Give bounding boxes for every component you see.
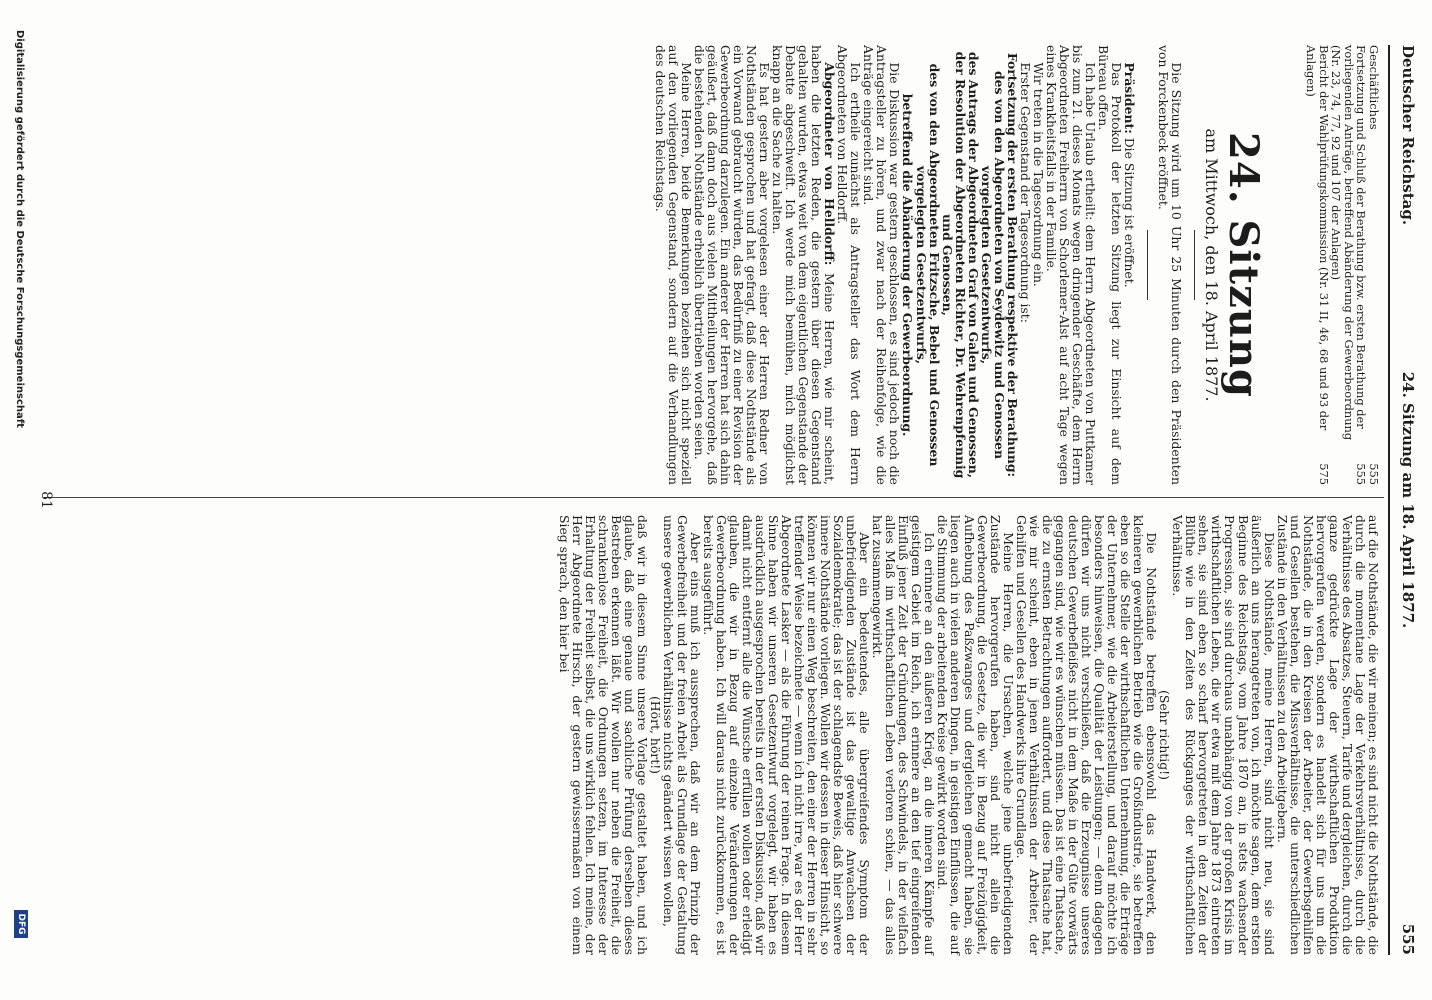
- contents-item: Bericht der Wahlprüfungskommission (Nr. 31 II, 46, 68 und 93 der Anlagen): [1304, 45, 1331, 431]
- session-date: am Mittwoch, den 18. April 1877.: [1202, 128, 1222, 402]
- running-head-center: 24. Sitzung am 18. April 1877.: [1399, 371, 1417, 629]
- contents-table: [1304, 45, 1380, 485]
- speech-text: Es hat gestern aber vorgelesen einer der Herren Redner von Nothständen gesprochen und hat gefragt, daß diese Nothstände als ein Vorwand gebraucht würden, das Bedürfniß zu einer Revision der Gewerbeordnung darzulegen. Ein anderer der Herren hat sich dahin geäußert, daß dann doch aus vielen Mittheilungen hervorgehe, daß die bestehenden Nothstände erheblich übertrieben worden seien.: [691, 45, 772, 485]
- speaker-name: Abgeordneter von Helldorff:: [822, 62, 838, 266]
- signature-number: 81: [38, 491, 54, 509]
- contents-row: [1330, 45, 1368, 485]
- digitization-credit: [4, 0, 34, 1000]
- speech-text: Aber ein bedeutendes, alle übergreifendes Symptom der unbefriedigenden Zustände ist das gewaltige Anwachsen der Sozialdemokratie; das ist der schlagendste Beweis, daß hier schwere innere Nothstände vorliegen. Wollen wir dessen in dieser Hinsicht, so können wir nur einen Weg beschreiten, den einer der Herren in sehr treffender Weise bezeichnete — wenn ich nicht irre, war es der Herr Abgeordnete Lasker — als die Führung der reinen Frage. In diesem Sinne haben wir unseren Gesetzentwurf vorgelegt, wir haben es ausdrücklich ausgesprochen bereits in der ersten Diskussion, daß wir damit nicht entfernt alle die Wünsche erfüllen wollen oder erledigt glauben, die wir in Bezug auf einzelne Veränderungen der Gewerbeordnung haben. Ich will daraus nicht zurückkommen, es ist bereits ausgeführt.: [700, 515, 873, 956]
- speech-text: Ich erinnere an den äußeren Krieg, an die inneren Kämpfe auf geistigem Gebiet im Reich, ich erinnere an den tief eingreifenden Einfluß jener Zeit der Gründungen, des Schwindels, in der vielfach alles Maß im wirthschaftlichen Leben verloren schien, — das alles hat zusammengewirkt.: [870, 515, 938, 955]
- short-rule: [1147, 230, 1148, 300]
- speech-text: Meine Herren, die Ursachen, welche jene unbefriedigenden Zustände hervorgerufen haben, sind nicht allein die Gewerbeordnung, die Gesetze, die wir in Bezug auf Freizügigkeit, Aufhebung des Paßzwanges und dergleichen gemacht haben, sie liegen auch in vielen anderen Dingen, in geistigen Einflüssen, die auf die Stimmung der arbeitenden Kreise gewirkt worden sind.: [935, 515, 1016, 955]
- speech-text: Die Sitzung ist eröffnet.: [1122, 137, 1138, 288]
- contents-item: Geschäftliches: [1367, 45, 1381, 130]
- short-rule: [1194, 230, 1195, 300]
- speech-text: Diese Nothstände, meine Herren, sind nicht neu, sie sind äußerlich an uns herangetreten von, ich möchte sagen, dem ersten Beginne des Reichstags, vom Jahre 1870 an, in stets wachsender Progression, sie sind durchaus unabhängig von der großen Krisis im wirthschaftlichen Leben, die wir etwa mit dem Jahre 1873 eintreten sehen, sie sind eben so scharf hervorgetreten in den Zeiten der Blüthe wie in den Zeiten des Rückganges der wirthschaftlichen Verhältnisse.: [1170, 515, 1277, 955]
- contents-page: 575: [1316, 463, 1331, 485]
- running-head: [1394, 45, 1417, 955]
- interjection: (Hört, hört!): [648, 695, 664, 775]
- speech-text: Wir treten in die Tagesordnung ein.: [1030, 62, 1046, 287]
- contents-row: [1304, 45, 1329, 485]
- interjection: (Sehr richtig!): [1157, 690, 1173, 780]
- speech-text: Erster Gegenstand der Tagesordnung ist:: [1017, 62, 1033, 323]
- speech-text: Ich ertheile zunächst als Antragsteller das Wort dem Herrn Abgeordneten von Helldorff.: [835, 45, 864, 485]
- contents-page: 555: [1367, 463, 1381, 485]
- speech-text: Meine Herren, beide Bemerkungen beziehen sich nicht speziell auf den vorliegenden Gegenstand, sondern auf die Verhandlungen des deutschen Reichstags.: [652, 45, 694, 485]
- speech-text: Die Diskussion war gestern geschlossen, es sind jedoch noch die Antragsteller zu hören, und zwar nach der Reihenfolge, wie die Anträge eingereicht sind.: [861, 45, 903, 485]
- credit-text: Digitalisierung gefördert durch die Deutsche Forschungsgemeinschaft: [14, 30, 25, 428]
- agenda-title: Fortsetzung der ersten Berathung respektive der Berathung:: [1004, 52, 1020, 478]
- speech-text: Die Nothstände betreffen ebensowohl das Handwerk, den kleineren gewerblichen Betrieb wie die Großindustrie, sie betreffen eben so die Stelle der wirthschaftlichen Unternehmung, die Erträge der Unternehmer, wie die Arbeiterstellung, und darauf möchte ich besonders hinweisen, die Qualität der Leistungen; — denn dagegen dürfen wir uns nicht verschließen, daß die Erzeugnisse unseres deutschen Gewerbefleißes nicht in dem Maße in der Güte vorwärts gegangen sind, wie wir es wünschen müssen. Das ist eine Thatsache, die zu ernsten Betrachtungen auffordert, und diese Thatsache hat, wie mir scheint, eben in jenen Verhältnissen der Arbeiter, der Gehilfen und Gesellen des Handwerks ihre Grundlage.: [1013, 515, 1160, 955]
- column-rule: [44, 497, 1384, 498]
- speech-text: Das Protokoll der letzten Sitzung liegt zur Einsicht auf dem Büreau offen.: [1096, 45, 1125, 485]
- running-head-page: 555: [1399, 923, 1417, 955]
- agenda-item: des von den Abgeordneten Fritzsche, Bebel und Genossen vorgelegten Gesetzentwurfs,: [913, 63, 942, 467]
- agenda-item: des von den Abgeordneten von Seydewitz und Genossen vorgelegten Gesetzentwurfs,: [978, 71, 1007, 459]
- speech-text: Aber eins muß ich aussprechen, daß wir an dem Prinzip der Gewerbefreiheit und der freien Arbeit als Grundlage der Gestaltung unsere gewerblichen Verhältnisse nichts geändert wissen wollen,: [661, 515, 703, 955]
- agenda-item: betreffend die Abänderung der Gewerbeordnung.: [900, 93, 916, 437]
- session-title: 24. Sitzung: [1220, 132, 1268, 398]
- speaker-name: Präsident:: [1122, 62, 1138, 134]
- speech-text: auf die Nothstände, die wir meinen; es sind nicht die Nothstände, die durch die momentane Lage der Verkehrsverhältnisse, durch die Verhältnisse des Absatzes, Steuern, Tarife und dergleichen, durch die ganze gedrückte Lage der wirthschaftlichen Produktion hervorgerufen werden, sondern es handelt sich für uns um die Nothstände, die in den Kreisen der Arbeiter, der Gewerbsgehilfen und Gesellen bestehen, die Missverhältnisse, die unterschiedlichen Zustände in den Verhältnissen zu den Arbeitgebern.: [1274, 515, 1381, 955]
- right-column: [558, 515, 1380, 955]
- dfg-logo: DFG: [14, 910, 28, 938]
- left-column: [654, 45, 1380, 485]
- speech-text: Meine Herren, wie mir scheint, haben die letzten Reden, die gestern über diesen Gegenstand gehalten wurden, etwas weit von dem eigentlichen Gegenstande der Debatte abgeschweift. Ich werde mich bemühen, mich möglichst knapp an die Sache zu halten.: [770, 45, 838, 485]
- speech-text: Ich habe Urlaub ertheilt: dem Herrn Abgeordneten von Puttkamer bis zum 21. dieses Monats wegen dringender Geschäfte, dem Herrn Abgeordneten Freiherrn von Schorlemer-Alst auf acht Tage wegen eines Krankheitsfalls in der Familie.: [1044, 45, 1099, 485]
- header-rule: [1388, 45, 1390, 955]
- agenda-item: des Antrags der Abgeordneten Graf von Galen und Genossen,: [965, 51, 981, 479]
- agenda-item: der Resolution der Abgeordneten Richter, Dr. Wehrenpfennig und Genossen,: [939, 51, 968, 479]
- contents-item: Fortsetzung und Schluß der Berathung bzw. ersten Berathung der vorliegenden Anträge, betreffend Abänderung der Gewerbeordnung (Nr. 23, 74, 77, 92 und 107 der Anlagen): [1329, 45, 1369, 441]
- contents-page: 555: [1354, 463, 1369, 485]
- contents-row: [1367, 45, 1380, 485]
- running-head-left: Deutscher Reichstag.: [1399, 45, 1417, 226]
- speech-text: daß wir in diesem Sinne unsere Vorlage gestaltet haben, und ich glaube, daß eine genaue und sachliche Prüfung derselben dieses Bestreben erkennen läßt. Wir wollen nur neben die Freiheit, die schrankenlose Freiheit, die Ordnungen setzen, im Interesse der Erhaltung der Freiheit selbst, die uns wirklich fehlen. Ich meine, der Herr Abgeordnete Hirsch, der gestern gewissermaßen von einem Sieg sprach, den hier bei: [557, 515, 651, 955]
- opening-paragraph: Die Sitzung wird um 10 Uhr 25 Minuten durch den Präsidenten von Forckenbeck eröffnet.: [1156, 45, 1185, 485]
